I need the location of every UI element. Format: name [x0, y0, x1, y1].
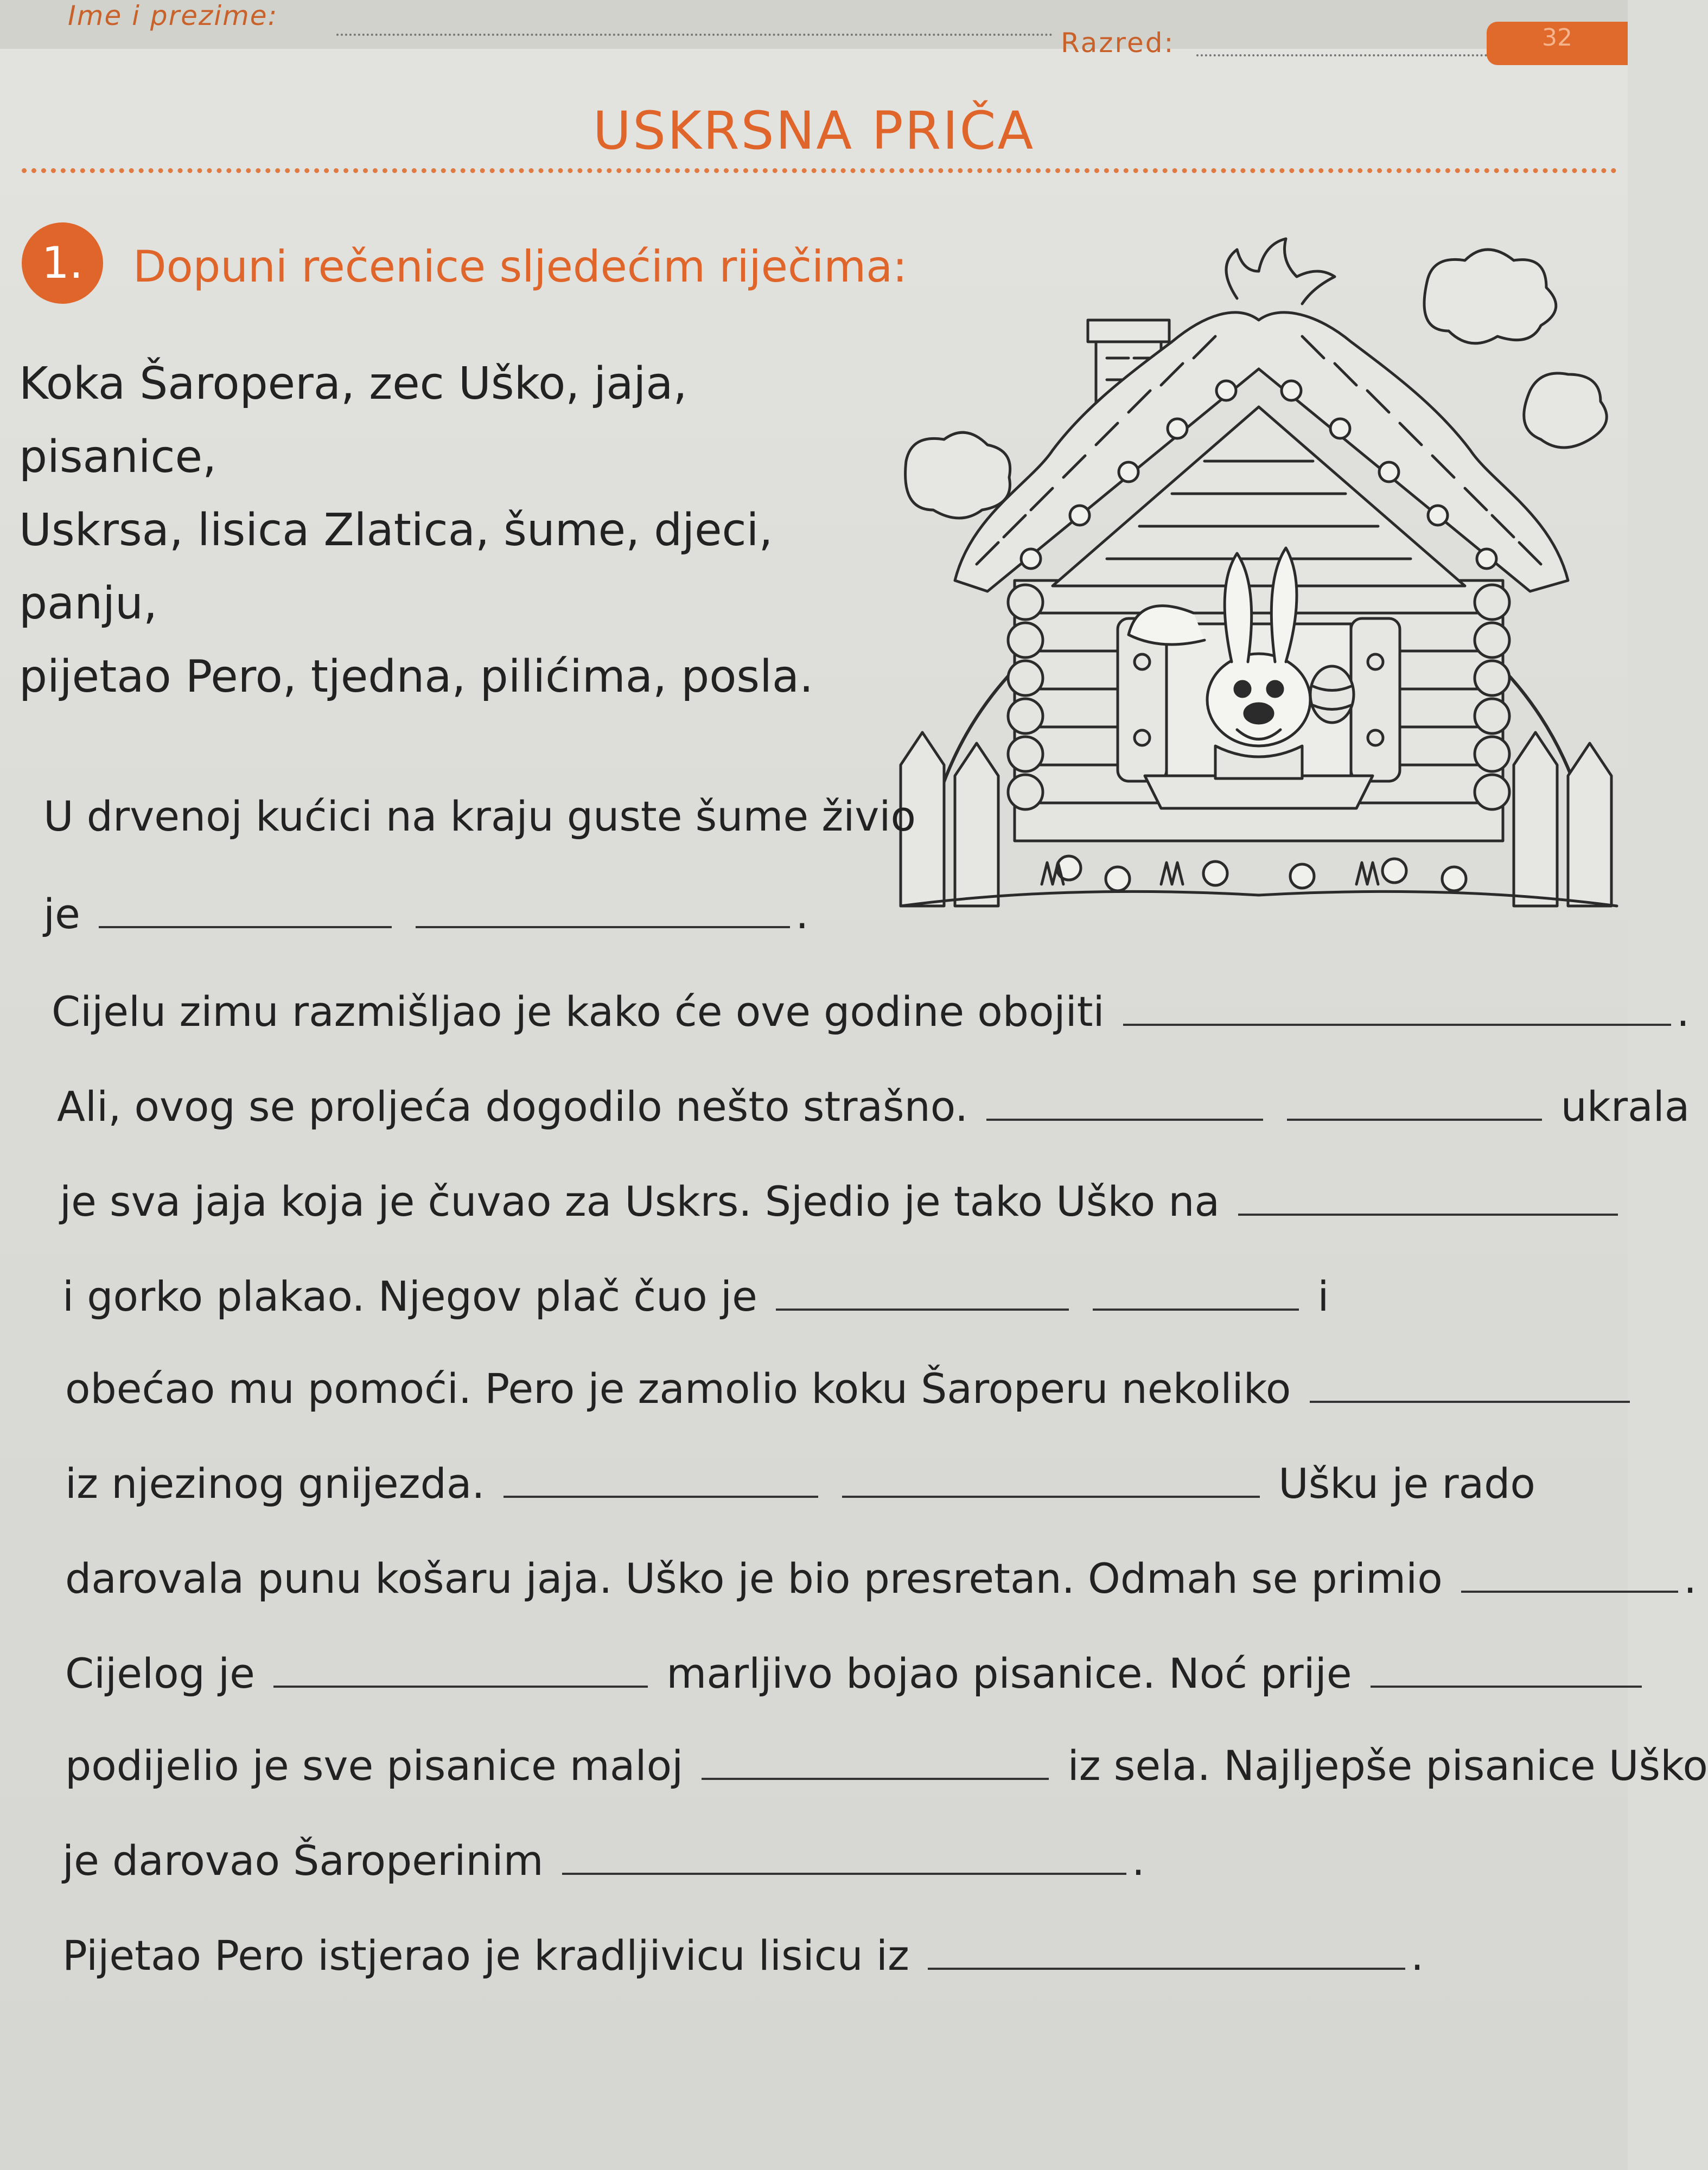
name-label: Ime i prezime: — [68, 0, 278, 31]
answer-blank[interactable] — [1461, 1585, 1678, 1593]
answer-blank[interactable] — [1123, 1018, 1671, 1026]
page-number-tab: 32 — [1487, 22, 1628, 65]
answer-blank[interactable] — [1238, 1208, 1618, 1216]
story-line: je darovao Šaroperinim — [62, 1836, 544, 1885]
task-number-badge: 1. — [22, 222, 103, 304]
story-line: i gorko plakao. Njegov plač čuo je — [62, 1272, 757, 1320]
story-line: Cijelog je — [65, 1649, 255, 1697]
answer-blank[interactable] — [99, 921, 392, 928]
story-line: . — [1131, 1836, 1145, 1885]
story-line: i — [1317, 1272, 1329, 1320]
answer-blank[interactable] — [416, 921, 790, 928]
story-line: marljivo bojao pisanice. Noć prije — [666, 1649, 1352, 1697]
answer-blank[interactable] — [928, 1962, 1405, 1970]
answer-blank[interactable] — [273, 1680, 648, 1688]
answer-blank[interactable] — [504, 1490, 818, 1498]
story-line: iz sela. Najljepše pisanice Uško — [1067, 1741, 1708, 1790]
story-line: Cijelu zimu razmišljao je kako će ove godine obojiti — [52, 987, 1105, 1036]
story-line: Pijetao Pero istjerao je kradljivicu lisicu iz — [62, 1931, 909, 1980]
answer-blank[interactable] — [1310, 1395, 1630, 1403]
story-line: iz njezinog gnijezda. — [65, 1459, 485, 1508]
word-bank-line: pijetao Pero, tjedna, pilićima, posla. — [19, 651, 814, 703]
answer-blank[interactable] — [842, 1490, 1260, 1498]
word-bank-line: Uskrsa, lisica Zlatica, šume, djeci, panju, — [19, 505, 773, 629]
answer-blank[interactable] — [776, 1303, 1069, 1311]
task-instruction: Dopuni rečenice sljedećim riječima: — [133, 241, 908, 292]
answer-blank[interactable] — [702, 1772, 1049, 1780]
answer-blank[interactable] — [1093, 1303, 1299, 1311]
story-line: obećao mu pomoći. Pero je zamolio koku Šaroperu nekoliko — [65, 1364, 1291, 1413]
word-bank-line: Koka Šaropera, zec Uško, jaja, pisanice, — [19, 358, 687, 483]
answer-blank[interactable] — [562, 1867, 1126, 1875]
story-line: Ali, ovog se proljeća dogodilo nešto strašno. — [57, 1082, 968, 1131]
story-line: . — [1411, 1931, 1424, 1980]
story-line: darovala punu košaru jaja. Uško je bio presretan. Odmah se primio — [65, 1554, 1443, 1603]
story-line: Ušku je rado — [1278, 1459, 1535, 1508]
answer-blank[interactable] — [986, 1113, 1263, 1121]
story-line: U drvenoj kućici na kraju guste šume živio — [43, 792, 916, 840]
story-line: je sva jaja koja je čuvao za Uskrs. Sjedio je tako Uško na — [60, 1177, 1220, 1226]
story-line: . — [795, 890, 809, 938]
class-label: Razred: — [1061, 27, 1175, 59]
story-line: podijelio je sve pisanice maloj — [65, 1741, 684, 1790]
answer-blank[interactable] — [1371, 1680, 1642, 1688]
story-line: . — [1676, 987, 1690, 1036]
story-line: ukrala — [1560, 1082, 1690, 1131]
story-line: . — [1683, 1554, 1697, 1603]
page-title: USKRSNA PRIČA — [592, 100, 1035, 161]
answer-blank[interactable] — [1287, 1113, 1542, 1121]
story-line: je — [43, 890, 80, 938]
